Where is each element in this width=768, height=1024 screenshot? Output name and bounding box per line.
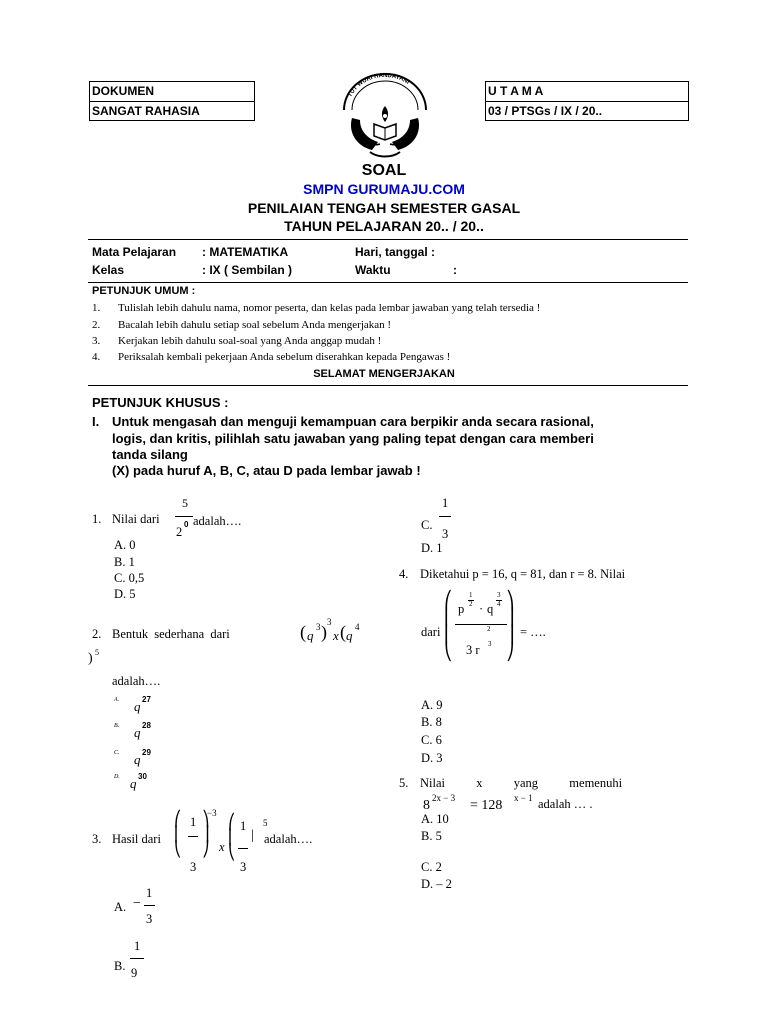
- q2-option-a-exp[interactable]: 27: [142, 695, 151, 704]
- instruction-line: logis, dan kritis, pilihlah satu jawaban yang paling tepat dengan cara memberi: [112, 431, 594, 446]
- q1-denominator-exp: 0: [184, 520, 189, 529]
- q2-option-c-letter[interactable]: C.: [114, 750, 120, 756]
- q4-q-exp-num: 3: [497, 591, 501, 599]
- day-date-label: Hari, tanggal :: [355, 245, 436, 259]
- q2-expression-open2: (: [340, 622, 346, 642]
- class-value: : IX ( Sembilan ): [202, 263, 293, 277]
- q2-option-c-base[interactable]: q: [134, 752, 141, 767]
- q3-x: x: [219, 840, 225, 854]
- exam-title: PENILAIAN TENGAH SEMESTER GASAL: [247, 200, 521, 216]
- tut-wuri-handayani-logo: [334, 72, 436, 162]
- q4-number: 4.: [399, 567, 409, 581]
- q3-option-a-sign[interactable]: −: [133, 896, 141, 911]
- q4-text: Diketahui p = 16, q = 81, dan r = 8. Nilai: [420, 567, 626, 581]
- good-luck-text: SELAMAT MENGERJAKAN: [313, 368, 455, 380]
- q3-suffix: adalah….: [264, 832, 313, 846]
- q2-adalah: adalah….: [112, 674, 161, 688]
- school-name: SMPN GURUMAJU.COM: [303, 181, 465, 197]
- q1-number: 1.: [92, 512, 102, 526]
- special-instructions-heading: PETUNJUK KHUSUS :: [92, 395, 229, 410]
- classification-label: SANGAT RAHASIA: [90, 101, 254, 120]
- q2-expr-q: q: [346, 628, 353, 643]
- q3-bracket-close: ⎞ ⎟ ⎠: [202, 812, 210, 858]
- q3-option-b-den[interactable]: 9: [131, 966, 138, 980]
- document-code: 03 / PTSGs / IX / 20..: [486, 101, 688, 120]
- document-type: U T A M A: [488, 84, 544, 98]
- q4-r-exp-den: 3: [488, 640, 492, 648]
- rule-number: 4.: [92, 351, 101, 363]
- q3-option-b-num[interactable]: 1: [134, 939, 141, 953]
- q2-expression-close: ): [321, 622, 327, 642]
- q3-option-c-den[interactable]: 3: [442, 527, 449, 541]
- rule-text: Periksalah kembali pekerjaan Anda sebelum diserahkan kepada Pengawas !: [118, 351, 451, 363]
- document-header-left: [89, 81, 255, 121]
- q3-option-c-label[interactable]: C.: [421, 518, 433, 532]
- q3-frac2-num: 1: [240, 819, 247, 833]
- q2-expr-q: q: [307, 628, 314, 643]
- q5-equals: = 128: [470, 798, 503, 813]
- svg-text:TUT WURI HANDAYANI: TUT WURI HANDAYANI: [347, 72, 411, 99]
- q2-option-b-base[interactable]: q: [134, 725, 141, 740]
- q3-option-a-bar[interactable]: [144, 905, 155, 906]
- q4-option-a[interactable]: A. 9: [421, 698, 443, 712]
- q4-dari: dari: [421, 625, 441, 639]
- q3-option-d[interactable]: D. 1: [421, 541, 443, 555]
- q3-option-a-den[interactable]: 3: [146, 912, 153, 926]
- q5-suffix: adalah … .: [538, 797, 593, 811]
- q2-expr-exp: 3: [327, 617, 332, 627]
- q4-q: q: [487, 602, 494, 616]
- q3-bracket2-close: |: [251, 828, 254, 843]
- q4-r-exp-num: 2: [487, 625, 491, 633]
- instruction-line: Untuk mengasah dan menguji kemampuan cara berpikir anda secara rasional,: [112, 414, 594, 429]
- q4-bracket-close: ⎞ ⎟ ⎟ ⎠: [506, 591, 515, 661]
- q3-option-a-num[interactable]: 1: [146, 886, 153, 900]
- q3-frac1-den: 3: [190, 860, 197, 874]
- document-label: DOKUMEN: [92, 84, 154, 98]
- q2-expression-open: (: [300, 622, 306, 642]
- q2-tail-exp: 5: [95, 648, 99, 657]
- rule-number: 2.: [92, 319, 101, 331]
- q5-text: Nilai x yang memenuhi: [420, 776, 623, 790]
- q3-number: 3.: [92, 832, 102, 846]
- q2-option-c-exp[interactable]: 29: [142, 748, 151, 757]
- q1-option-c[interactable]: C. 0,5: [114, 571, 145, 585]
- q5-rhs-exp: x − 1: [514, 793, 533, 803]
- q3-bracket-open: ⎛ ⎜ ⎝: [174, 812, 182, 858]
- q3-exp5: 5: [263, 818, 268, 828]
- q3-frac1-num: 1: [190, 815, 197, 829]
- q2-option-b-exp[interactable]: 28: [142, 721, 151, 730]
- q1-option-d[interactable]: D. 5: [114, 587, 136, 601]
- rule-text: Bacalah lebih dahulu setiap soal sebelum Anda mengerjakan !: [118, 319, 392, 331]
- q1-numerator: 5: [182, 496, 188, 510]
- q3-frac2-bar: [238, 848, 248, 849]
- q4-p-exp-den: 2: [469, 600, 473, 608]
- document-header-right: [485, 81, 689, 121]
- q4-equals: = ….: [520, 625, 546, 639]
- q1-denominator-base: 2: [176, 525, 183, 539]
- q2-option-d-base[interactable]: q: [130, 776, 137, 791]
- q3-option-b-label[interactable]: B.: [114, 959, 126, 973]
- q4-main-bar: [455, 624, 507, 625]
- rule-text: Kerjakan lebih dahulu soal-soal yang Anda anggap mudah !: [118, 335, 382, 347]
- q3-option-c-bar[interactable]: [439, 516, 451, 517]
- rule-text: Tulislah lebih dahulu nama, nomor peserta, dan kelas pada lembar jawaban yang telah tersedia !: [118, 302, 541, 314]
- title-soal: SOAL: [361, 162, 407, 179]
- q5-option-b[interactable]: B. 5: [421, 829, 442, 843]
- time-colon: :: [453, 263, 457, 277]
- q4-q-exp-den: 4: [497, 600, 501, 608]
- general-instructions-heading: PETUNJUK UMUM :: [92, 285, 196, 297]
- q4-option-c[interactable]: C. 6: [421, 733, 442, 747]
- q5-option-a[interactable]: A. 10: [421, 812, 449, 826]
- q2-text: Bentuk sederhana dari: [112, 627, 230, 641]
- q3-option-a-label[interactable]: A.: [114, 900, 127, 914]
- time-label: Waktu: [355, 263, 391, 277]
- q1-fraction-bar: [175, 516, 193, 517]
- q1-prefix: Nilai dari: [112, 512, 160, 526]
- divider-general: [88, 385, 688, 386]
- q4-bracket-open: ⎛ ⎜ ⎜ ⎝: [444, 591, 453, 661]
- q3-option-c-num[interactable]: 1: [442, 496, 449, 510]
- q5-option-c[interactable]: C. 2: [421, 860, 442, 874]
- q1-option-b[interactable]: B. 1: [114, 555, 135, 569]
- divider-info: [88, 282, 688, 283]
- q4-denominator: 3 r: [466, 643, 480, 657]
- q2-option-a-base[interactable]: q: [134, 699, 141, 714]
- class-label: Kelas: [92, 263, 125, 277]
- q2-option-d-exp[interactable]: 30: [138, 772, 147, 781]
- divider-top: [88, 239, 688, 240]
- rule-number: 3.: [92, 335, 101, 347]
- q2-expr-x: x: [333, 628, 339, 643]
- q3-frac1-bar: [188, 836, 198, 837]
- q5-lhs: 8: [423, 798, 430, 813]
- q3-neg-exp: −3: [207, 808, 217, 818]
- instruction-line: tanda silang: [112, 447, 188, 462]
- q3-frac2-den: 3: [240, 860, 247, 874]
- q3-bracket2-open: ⎛ ⎜ ⎝: [228, 815, 236, 861]
- q4-p-exp-num: 1: [469, 591, 473, 599]
- q2-option-b-letter[interactable]: B.: [114, 723, 120, 729]
- q4-option-b[interactable]: B. 8: [421, 715, 442, 729]
- q5-option-d[interactable]: D. – 2: [421, 877, 452, 891]
- q3-prefix: Hasil dari: [112, 832, 161, 846]
- q4-dot: ·: [479, 602, 484, 616]
- instruction-line: (X) pada huruf A, B, C, atau D pada lembar jawab !: [112, 463, 421, 478]
- q1-suffix: adalah….: [193, 514, 242, 528]
- q2-number: 2.: [92, 627, 102, 641]
- q3-option-b-bar[interactable]: [130, 958, 144, 959]
- q4-option-d[interactable]: D. 3: [421, 751, 443, 765]
- q2-option-a-letter[interactable]: A.: [114, 697, 120, 703]
- rule-number: 1.: [92, 302, 101, 314]
- q2-expr-exp: 4: [355, 622, 360, 632]
- q2-expr-exp: 3: [316, 622, 321, 632]
- subject-label: Mata Pelajaran: [92, 245, 177, 259]
- q1-option-a[interactable]: A. 0: [114, 538, 136, 552]
- section-roman: I.: [92, 414, 100, 429]
- q5-number: 5.: [399, 776, 409, 790]
- q4-p: p: [458, 602, 465, 616]
- academic-year: TAHUN PELAJARAN 20.. / 20..: [284, 218, 484, 234]
- subject-value: : MATEMATIKA: [202, 245, 289, 259]
- q5-lhs-exp: 2x − 3: [432, 793, 456, 803]
- q2-option-d-letter[interactable]: D.: [114, 774, 120, 780]
- q2-tail-paren: ): [88, 651, 93, 666]
